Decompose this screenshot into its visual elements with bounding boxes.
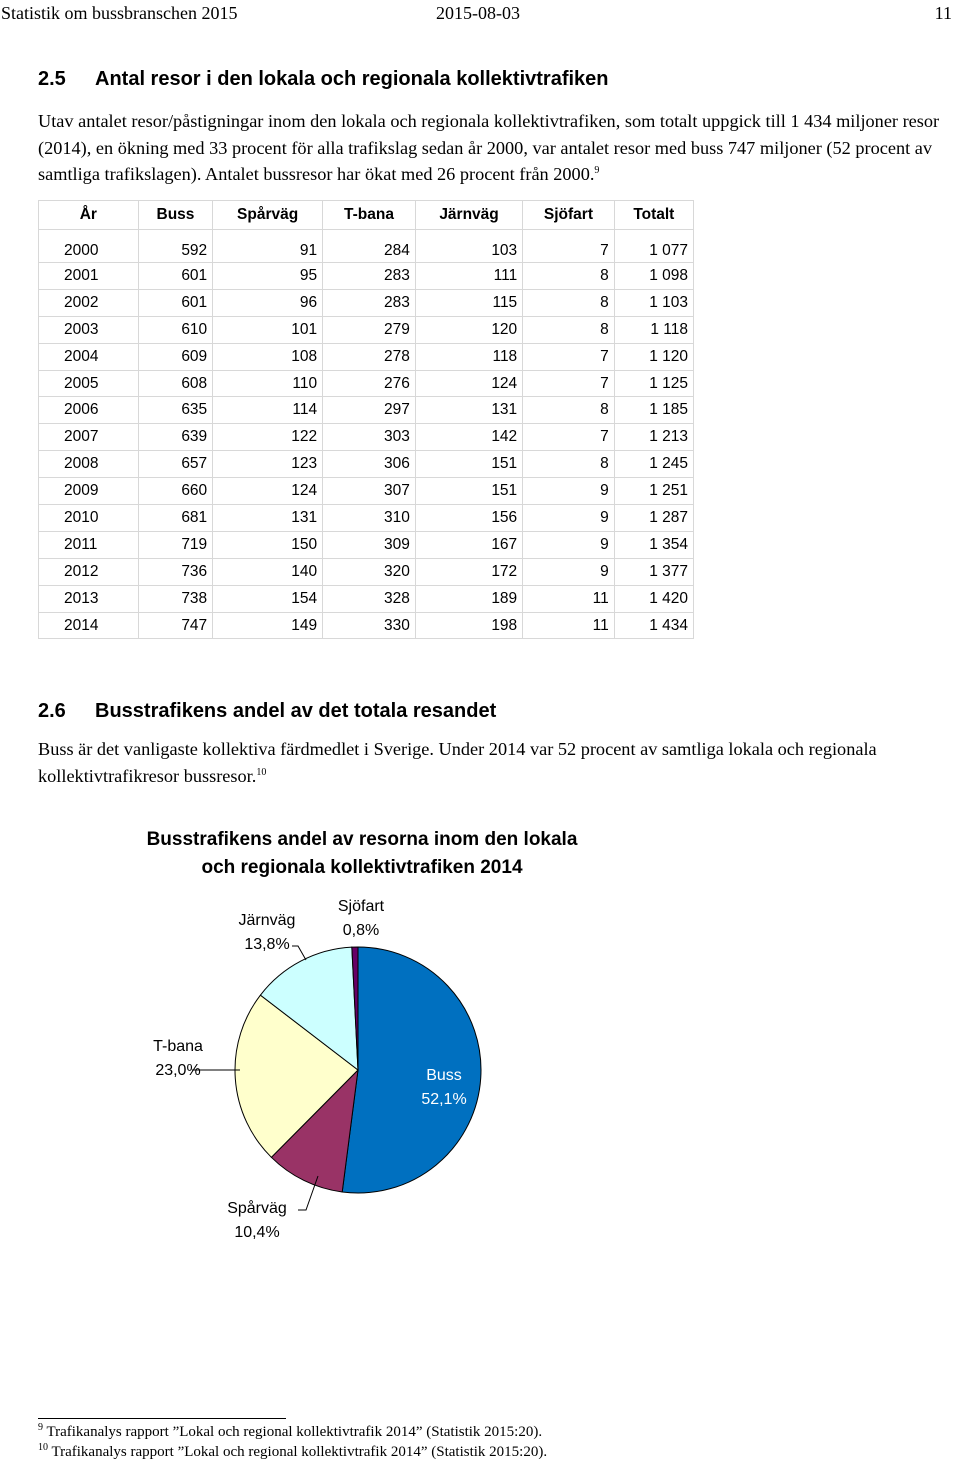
footnote-text: Trafikanalys rapport ”Lokal och regional kollektivtrafik 2014” (Statistik 2015:20). <box>46 1424 543 1440</box>
table-cell: 8 <box>523 451 615 478</box>
table-cell: 120 <box>415 316 522 343</box>
table-cell: 283 <box>323 289 416 316</box>
footnote-10 <box>38 1444 547 1461</box>
table-cell: 279 <box>323 316 416 343</box>
column-header: Järnväg <box>415 201 522 230</box>
table-cell: 1 120 <box>614 343 693 370</box>
table-cell: 657 <box>138 451 212 478</box>
table-cell: 8 <box>523 263 615 290</box>
table-cell: 8 <box>523 289 615 316</box>
table-cell: 1 377 <box>614 558 693 585</box>
table-cell: 124 <box>213 478 323 505</box>
table-cell: 7 <box>523 343 615 370</box>
footnote-ref: 10 <box>256 766 267 778</box>
table-cell: 1 251 <box>614 478 693 505</box>
table-cell: 320 <box>323 558 416 585</box>
section-number: 2.6 <box>38 700 66 722</box>
table-cell: 1 213 <box>614 424 693 451</box>
table-cell: 1 103 <box>614 289 693 316</box>
column-header: T-bana <box>323 201 416 230</box>
table-cell: 123 <box>213 451 323 478</box>
table-cell: 1 098 <box>614 263 693 290</box>
table-cell: 2005 <box>39 370 139 397</box>
table-cell: 111 <box>415 263 522 290</box>
footnote-number: 10 <box>38 1442 48 1453</box>
header-page-number: 11 <box>934 3 952 23</box>
table-cell: 8 <box>523 397 615 424</box>
table-cell: 11 <box>523 612 615 639</box>
table-cell: 198 <box>415 612 522 639</box>
table-cell: 156 <box>415 505 522 532</box>
table-cell: 118 <box>415 343 522 370</box>
table-cell: 101 <box>213 316 323 343</box>
footnote-number: 9 <box>38 1422 43 1433</box>
table-cell: 9 <box>523 558 615 585</box>
table-cell: 1 420 <box>614 585 693 612</box>
table-cell: 2014 <box>39 612 139 639</box>
table-cell: 91 <box>213 230 323 263</box>
section-number: 2.5 <box>38 68 66 90</box>
table-cell: 2009 <box>39 478 139 505</box>
table-cell: 306 <box>323 451 416 478</box>
table-cell: 1 185 <box>614 397 693 424</box>
table-cell: 7 <box>523 424 615 451</box>
table-cell: 330 <box>323 612 416 639</box>
slice-name-label: Sjöfart <box>337 898 385 915</box>
table-cell: 110 <box>213 370 323 397</box>
paragraph-text: Utav antalet resor/påstigningar inom den lokala och regionala kollektivtrafiken, som totalt uppgick till 1 434 miljoner resor (2014), en ökning med 33 procent för alla trafikslag sedan år 2000, var antalet resor med buss 747 miljoner (52 procent av samtliga trafikslagen). Antalet bussresor har ökat med 26 procent från 2000. <box>38 111 940 184</box>
table-cell: 149 <box>213 612 323 639</box>
table-cell: 2013 <box>39 585 139 612</box>
table-cell: 2004 <box>39 343 139 370</box>
table-cell: 747 <box>138 612 212 639</box>
table-cell: 131 <box>415 397 522 424</box>
table-cell: 172 <box>415 558 522 585</box>
table-cell: 2001 <box>39 263 139 290</box>
table-cell: 95 <box>213 263 323 290</box>
table-cell: 115 <box>415 289 522 316</box>
table-cell: 609 <box>138 343 212 370</box>
table-cell: 7 <box>523 370 615 397</box>
table-cell: 124 <box>415 370 522 397</box>
table-cell: 284 <box>323 230 416 263</box>
table-cell: 189 <box>415 585 522 612</box>
table-cell: 2008 <box>39 451 139 478</box>
table-cell: 1 434 <box>614 612 693 639</box>
table-cell: 610 <box>138 316 212 343</box>
table-cell: 2007 <box>39 424 139 451</box>
slice-name-label: Buss <box>426 1067 462 1084</box>
footnote-9 <box>38 1424 542 1441</box>
table-cell: 283 <box>323 263 416 290</box>
table-cell: 303 <box>323 424 416 451</box>
table-cell: 151 <box>415 478 522 505</box>
table-cell: 608 <box>138 370 212 397</box>
table-cell: 122 <box>213 424 323 451</box>
table-cell: 1 245 <box>614 451 693 478</box>
table-cell: 1 077 <box>614 230 693 263</box>
column-header: Buss <box>138 201 212 230</box>
table-cell: 150 <box>213 531 323 558</box>
table-cell: 328 <box>323 585 416 612</box>
chart-title-line-1: Busstrafikens andel av resorna inom den lokala <box>146 829 578 850</box>
paragraph-text: Buss är det vanligaste kollektiva färdmedlet i Sverige. Under 2014 var 52 procent av samtliga lokala och regionala kollektivtrafikresor bussresor. <box>38 739 877 786</box>
slice-value-label: 52,1% <box>421 1091 467 1108</box>
table-cell: 719 <box>138 531 212 558</box>
table-cell: 681 <box>138 505 212 532</box>
table-cell: 639 <box>138 424 212 451</box>
section-title: Antal resor i den lokala och regionala kollektivtrafiken <box>95 68 609 90</box>
table-cell: 601 <box>138 263 212 290</box>
table-cell: 140 <box>213 558 323 585</box>
table-cell: 9 <box>523 531 615 558</box>
table-cell: 276 <box>323 370 416 397</box>
table-cell: 736 <box>138 558 212 585</box>
table-cell: 9 <box>523 478 615 505</box>
table-cell: 592 <box>138 230 212 263</box>
table-cell: 108 <box>213 343 323 370</box>
table-cell: 310 <box>323 505 416 532</box>
table-cell: 1 118 <box>614 316 693 343</box>
column-header: Totalt <box>614 201 693 230</box>
table-cell: 2003 <box>39 316 139 343</box>
column-header: År <box>39 201 139 230</box>
table-cell: 151 <box>415 451 522 478</box>
table-cell: 2006 <box>39 397 139 424</box>
table-cell: 1 287 <box>614 505 693 532</box>
column-header: Sjöfart <box>523 201 615 230</box>
table-cell: 660 <box>138 478 212 505</box>
table-cell: 2000 <box>39 230 139 263</box>
leader-line-järnväg <box>292 946 306 960</box>
slice-name-label: Järnväg <box>238 912 296 929</box>
slice-value-label: 10,4% <box>234 1224 280 1241</box>
table-cell: 738 <box>138 585 212 612</box>
table-cell: 2012 <box>39 558 139 585</box>
column-header: Spårväg <box>213 201 323 230</box>
table-cell: 7 <box>523 230 615 263</box>
slice-value-label: 23,0% <box>155 1062 201 1079</box>
table-cell: 601 <box>138 289 212 316</box>
footnote-ref: 9 <box>594 164 600 176</box>
table-cell: 635 <box>138 397 212 424</box>
slice-value-label: 0,8% <box>342 922 380 939</box>
slice-name-label: T-bana <box>153 1038 203 1055</box>
chart-title-line-2: och regionala kollektivtrafiken 2014 <box>201 857 523 878</box>
table-cell: 131 <box>213 505 323 532</box>
table-cell: 297 <box>323 397 416 424</box>
table-cell: 154 <box>213 585 323 612</box>
header-date: 2015-08-03 <box>436 3 520 23</box>
table-cell: 309 <box>323 531 416 558</box>
table-cell: 2010 <box>39 505 139 532</box>
section-title: Busstrafikens andel av det totala resandet <box>95 700 497 722</box>
table-cell: 1 125 <box>614 370 693 397</box>
table-cell: 278 <box>323 343 416 370</box>
table-cell: 167 <box>415 531 522 558</box>
table-cell: 103 <box>415 230 522 263</box>
slice-value-label: 13,8% <box>244 936 290 953</box>
table-cell: 2002 <box>39 289 139 316</box>
footnote-text: Trafikanalys rapport ”Lokal och regional kollektivtrafik 2014” (Statistik 2015:20). <box>51 1444 548 1460</box>
table-cell: 1 354 <box>614 531 693 558</box>
footnote-divider <box>38 1418 286 1419</box>
table-cell: 2011 <box>39 531 139 558</box>
table-cell: 96 <box>213 289 323 316</box>
header-document-title: Statistik om bussbranschen 2015 <box>1 3 238 23</box>
slice-name-label: Spårväg <box>227 1200 287 1217</box>
table-cell: 11 <box>523 585 615 612</box>
table-cell: 307 <box>323 478 416 505</box>
table-cell: 8 <box>523 316 615 343</box>
table-cell: 114 <box>213 397 323 424</box>
table-cell: 142 <box>415 424 522 451</box>
table-cell: 9 <box>523 505 615 532</box>
